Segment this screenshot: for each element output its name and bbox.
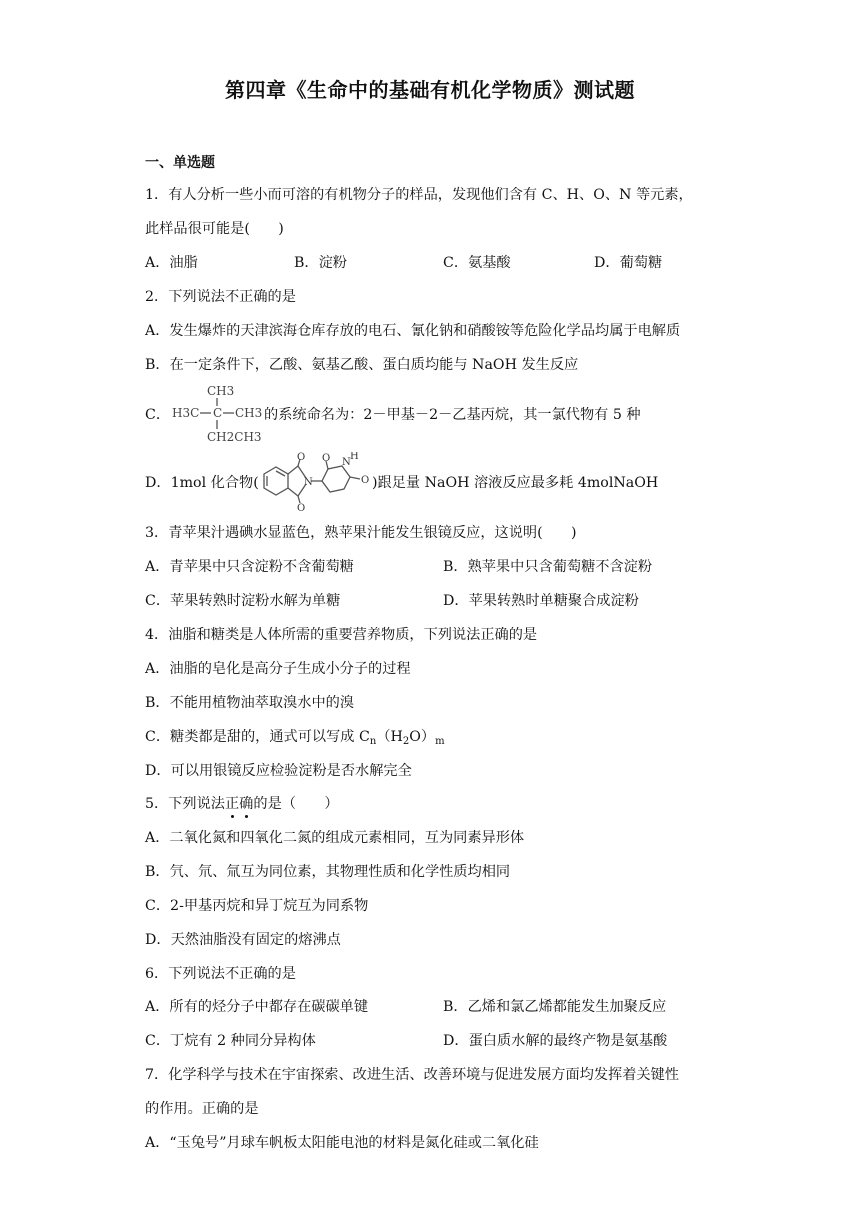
q4-option-b: B．不能用植物油萃取溴水中的溴	[145, 695, 355, 711]
q6-option-a: A．所有的烃分子中都存在碳碳单键	[145, 999, 369, 1015]
q4-option-a: A．油脂的皂化是高分子生成小分子的过程	[145, 661, 411, 677]
q1-option-c: C．氨基酸	[443, 255, 511, 271]
q3-stem: 3．青苹果汁遇碘水显蓝色，熟苹果汁能发生银镜反应，这说明( )	[145, 525, 577, 541]
q1-option-a: A．油脂	[145, 255, 198, 271]
struct-left-label: H3C	[172, 406, 200, 420]
struct-o4-label: O	[361, 475, 370, 486]
q5-stem	[145, 795, 339, 813]
struct-o2-label: O	[297, 503, 306, 512]
q7-stem-line2: 的作用。正确的是	[145, 1101, 259, 1117]
q4-option-c-mid: （H	[376, 729, 403, 745]
alkane-structure-image	[166, 382, 266, 446]
q5-option-c: C．2-甲基丙烷和异丁烷互为同系物	[145, 898, 369, 914]
q2-option-d-text: )跟足量 NaOH 溶液反应最多耗 4molNaOH	[372, 475, 659, 491]
struct-n1-label: N	[304, 477, 313, 488]
q5-stem-pre: 5．下列说法	[145, 796, 225, 812]
struct-bottom-label: CH2CH3	[207, 430, 262, 444]
q6-stem: 6．下列说法不正确的是	[145, 966, 296, 982]
q2-option-c-text: 的系统命名为：2－甲基－2－乙基丙烷，其一氯代物有 5 种	[264, 407, 641, 423]
q6-option-b: B．乙烯和氯乙烯都能发生加聚反应	[443, 999, 667, 1015]
compound-structure-image	[256, 452, 374, 512]
struct-center-label: C	[213, 406, 223, 420]
q3-option-a: A．青苹果中只含淀粉不含葡萄糖	[145, 559, 354, 575]
q5-option-a: A．二氧化氮和四氧化二氮的组成元素相同，互为同素异形体	[145, 830, 525, 846]
q1-option-d: D．葡萄糖	[594, 255, 663, 271]
q5-option-b: B．氕、氘、氚互为同位素，其物理性质和化学性质均相同	[145, 864, 511, 880]
q2-option-a: A．发生爆炸的天津滨海仓库存放的电石、氰化钠和硝酸铵等危险化学品均属于电解质	[145, 323, 681, 339]
q5-stem-emphasis-1: 正	[224, 796, 240, 812]
q4-option-c	[145, 728, 445, 751]
q5-stem-emphasis-2: 确	[239, 796, 254, 812]
q3-option-b: B．熟苹果中只含葡萄糖不含淀粉	[443, 559, 653, 575]
q4-stem: 4．油脂和糖类是人体所需的重要营养物质，下列说法正确的是	[145, 627, 538, 643]
q3-option-d: D．苹果转熟时单糖聚合成淀粉	[443, 593, 639, 609]
struct-o1-label: O	[297, 452, 306, 463]
section-heading: 一、单选题	[145, 155, 215, 171]
q6-option-c: C．丁烷有 2 种同分异构体	[145, 1033, 316, 1049]
struct-right-label: CH3	[235, 406, 263, 420]
struct-o3-label: O	[322, 453, 331, 464]
q1-stem-line1: 1．有人分析一些小而可溶的有机物分子的样品，发现他们含有 C、H、O、N 等元素，	[145, 187, 693, 203]
q5-option-d: D．天然油脂没有固定的熔沸点	[145, 932, 341, 948]
q2-option-c-label: C．	[145, 407, 171, 423]
q7-stem-line1: 7．化学科学与技术在宇宙探索、改进生活、改善环境与促进发展方面均发挥着关键性	[145, 1067, 679, 1083]
struct-h-label: H	[350, 452, 359, 462]
q2-stem: 2．下列说法不正确的是	[145, 289, 296, 305]
struct-n2-label: N	[342, 457, 351, 468]
q2-option-b: B．在一定条件下，乙酸、氨基乙酸、蛋白质均能与 NaOH 发生反应	[145, 357, 579, 373]
q1-option-b: B．淀粉	[294, 255, 347, 271]
q4-option-d: D．可以用银镜反应检验淀粉是否水解完全	[145, 763, 412, 779]
q4-option-c-post: O）	[409, 729, 436, 745]
q4-option-c-sub-n: n	[369, 736, 377, 747]
q4-option-c-pre: C．糖类都是甜的，通式可以写成 C	[145, 729, 370, 745]
page-title: 第四章《生命中的基础有机化学物质》测试题	[225, 78, 635, 102]
struct-top-label: CH3	[207, 384, 235, 398]
q2-option-d-label: D．1mol 化合物(	[145, 475, 259, 491]
q4-option-c-sub-2: 2	[402, 736, 410, 747]
q5-stem-post: 的是（ ）	[253, 796, 339, 812]
q3-option-c: C．苹果转熟时淀粉水解为单糖	[145, 593, 341, 609]
q6-option-d: D．蛋白质水解的最终产物是氨基酸	[443, 1033, 668, 1049]
q1-stem-line2: 此样品很可能是( )	[145, 221, 284, 237]
q4-option-c-sub-m: m	[435, 736, 445, 747]
q7-option-a: A．“玉兔号”月球车帆板太阳能电池的材料是氮化硅或二氧化硅	[145, 1135, 539, 1151]
